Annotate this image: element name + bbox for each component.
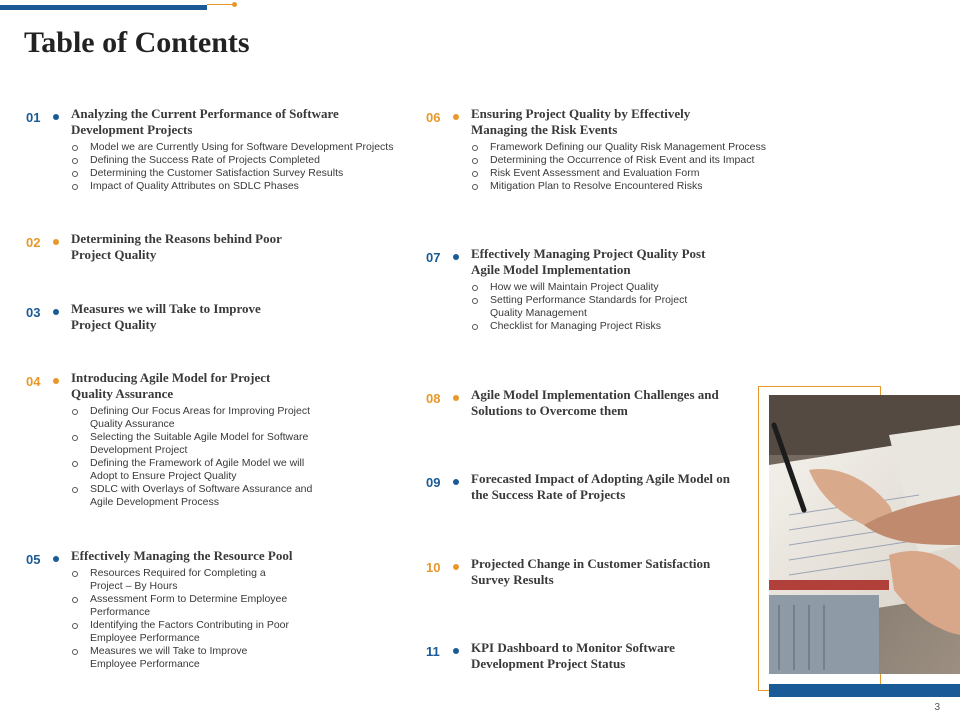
toc-entry-02[interactable] xyxy=(26,231,282,263)
page-title: Table of Contents xyxy=(24,26,250,59)
sub-item: Defining the Framework of Agile Model we will Adopt to Ensure Project Quality xyxy=(90,457,312,483)
sub-item: Defining Our Focus Areas for Improving Project Quality Assurance xyxy=(90,405,312,431)
sub-list xyxy=(90,567,292,671)
bullet-icon xyxy=(72,171,78,177)
bullet-icon xyxy=(72,158,78,164)
entry-number: 01 xyxy=(26,110,41,125)
toc-entry-08[interactable] xyxy=(426,387,719,419)
sub-item: Impact of Quality Attributes on SDLC Phases xyxy=(90,180,393,193)
sub-item: How we will Maintain Project Quality xyxy=(490,281,705,294)
entry-number: 08 xyxy=(426,391,441,406)
entry-heading: Forecasted Impact of Adopting Agile Model on the Success Rate of Projects xyxy=(471,471,731,502)
sub-item: Checklist for Managing Project Risks xyxy=(490,320,705,333)
toc-entry-03[interactable] xyxy=(26,301,261,333)
entry-dot xyxy=(453,648,459,654)
entry-number: 07 xyxy=(426,250,441,265)
entry-heading: Analyzing the Current Performance of Software Development Projects xyxy=(71,106,339,137)
bullet-icon xyxy=(472,145,478,151)
entry-heading: Introducing Agile Model for Project Quality Assurance xyxy=(71,370,271,401)
entry-dot xyxy=(453,395,459,401)
top-accent-bar xyxy=(0,5,207,10)
toc-entry-01[interactable] xyxy=(26,106,393,193)
sub-list xyxy=(90,141,393,193)
entry-number: 04 xyxy=(26,374,41,389)
bullet-icon xyxy=(72,184,78,190)
sub-item: Mitigation Plan to Resolve Encountered Risks xyxy=(490,180,766,193)
toc-entry-05[interactable] xyxy=(26,548,292,671)
sub-item: SDLC with Overlays of Software Assurance and Agile Development Process xyxy=(90,483,312,509)
entry-number: 09 xyxy=(426,475,441,490)
bullet-icon xyxy=(472,324,478,330)
entry-dot xyxy=(453,114,459,120)
sub-item: Model we are Currently Using for Software Development Projects xyxy=(90,141,393,154)
bullet-icon xyxy=(472,171,478,177)
bullet-icon xyxy=(72,145,78,151)
toc-entry-09[interactable] xyxy=(426,471,730,503)
bullet-icon xyxy=(472,184,478,190)
entry-heading: Projected Change in Customer Satisfaction Survey Results xyxy=(471,556,711,587)
entry-heading: Determining the Reasons behind Poor Project Quality xyxy=(71,231,282,262)
entry-number: 10 xyxy=(426,560,441,575)
bullet-icon xyxy=(72,435,78,441)
bullet-icon xyxy=(72,409,78,415)
sub-item: Resources Required for Completing a Project – By Hours xyxy=(90,567,292,593)
bullet-icon xyxy=(72,487,78,493)
toc-entry-11[interactable] xyxy=(426,640,675,672)
toc-entry-07[interactable] xyxy=(426,246,705,333)
entry-heading: Effectively Managing the Resource Pool xyxy=(71,548,293,563)
bullet-icon xyxy=(472,298,478,304)
entry-dot xyxy=(53,309,59,315)
entry-number: 06 xyxy=(426,110,441,125)
entry-dot xyxy=(453,254,459,260)
sub-list xyxy=(490,141,766,193)
top-accent-dot xyxy=(232,2,237,7)
toc-entry-04[interactable] xyxy=(26,370,312,509)
entry-heading: Agile Model Implementation Challenges and Solutions to Overcome them xyxy=(471,387,719,418)
sub-list xyxy=(90,405,312,509)
sub-item: Framework Defining our Quality Risk Management Process xyxy=(490,141,766,154)
photo-person-writing-notes xyxy=(769,395,960,674)
sub-item: Determining the Occurrence of Risk Event and its Impact xyxy=(490,154,766,167)
bottom-accent-bar xyxy=(769,684,960,697)
entry-dot xyxy=(53,378,59,384)
toc-entry-06[interactable] xyxy=(426,106,766,193)
bullet-icon xyxy=(72,571,78,577)
entry-heading: Ensuring Project Quality by Effectively Managing the Risk Events xyxy=(471,106,691,137)
entry-dot xyxy=(453,564,459,570)
entry-number: 11 xyxy=(426,644,440,659)
entry-dot xyxy=(53,114,59,120)
bullet-icon xyxy=(72,597,78,603)
entry-heading: Effectively Managing Project Quality Post Agile Model Implementation xyxy=(471,246,706,277)
entry-number: 05 xyxy=(26,552,41,567)
sub-list xyxy=(490,281,705,333)
entry-heading: Measures we will Take to Improve Project Quality xyxy=(71,301,261,332)
page-number: 3 xyxy=(934,702,940,713)
bullet-icon xyxy=(72,623,78,629)
sub-item: Measures we will Take to Improve Employee Performance xyxy=(90,645,292,671)
bullet-icon xyxy=(472,158,478,164)
entry-number: 03 xyxy=(26,305,41,320)
entry-dot xyxy=(53,556,59,562)
sub-item: Setting Performance Standards for Project Quality Management xyxy=(490,294,705,320)
sub-item: Defining the Success Rate of Projects Completed xyxy=(90,154,393,167)
sub-item: Identifying the Factors Contributing in Poor Employee Performance xyxy=(90,619,292,645)
entry-heading: KPI Dashboard to Monitor Software Development Project Status xyxy=(471,640,675,671)
sub-item: Determining the Customer Satisfaction Survey Results xyxy=(90,167,393,180)
top-accent-line xyxy=(207,4,233,5)
bullet-icon xyxy=(72,649,78,655)
bullet-icon xyxy=(472,285,478,291)
entry-dot xyxy=(453,479,459,485)
entry-dot xyxy=(53,239,59,245)
bullet-icon xyxy=(72,461,78,467)
toc-entry-10[interactable] xyxy=(426,556,710,588)
sub-item: Risk Event Assessment and Evaluation Form xyxy=(490,167,766,180)
sub-item: Assessment Form to Determine Employee Performance xyxy=(90,593,292,619)
entry-number: 02 xyxy=(26,235,41,250)
sub-item: Selecting the Suitable Agile Model for Software Development Project xyxy=(90,431,312,457)
